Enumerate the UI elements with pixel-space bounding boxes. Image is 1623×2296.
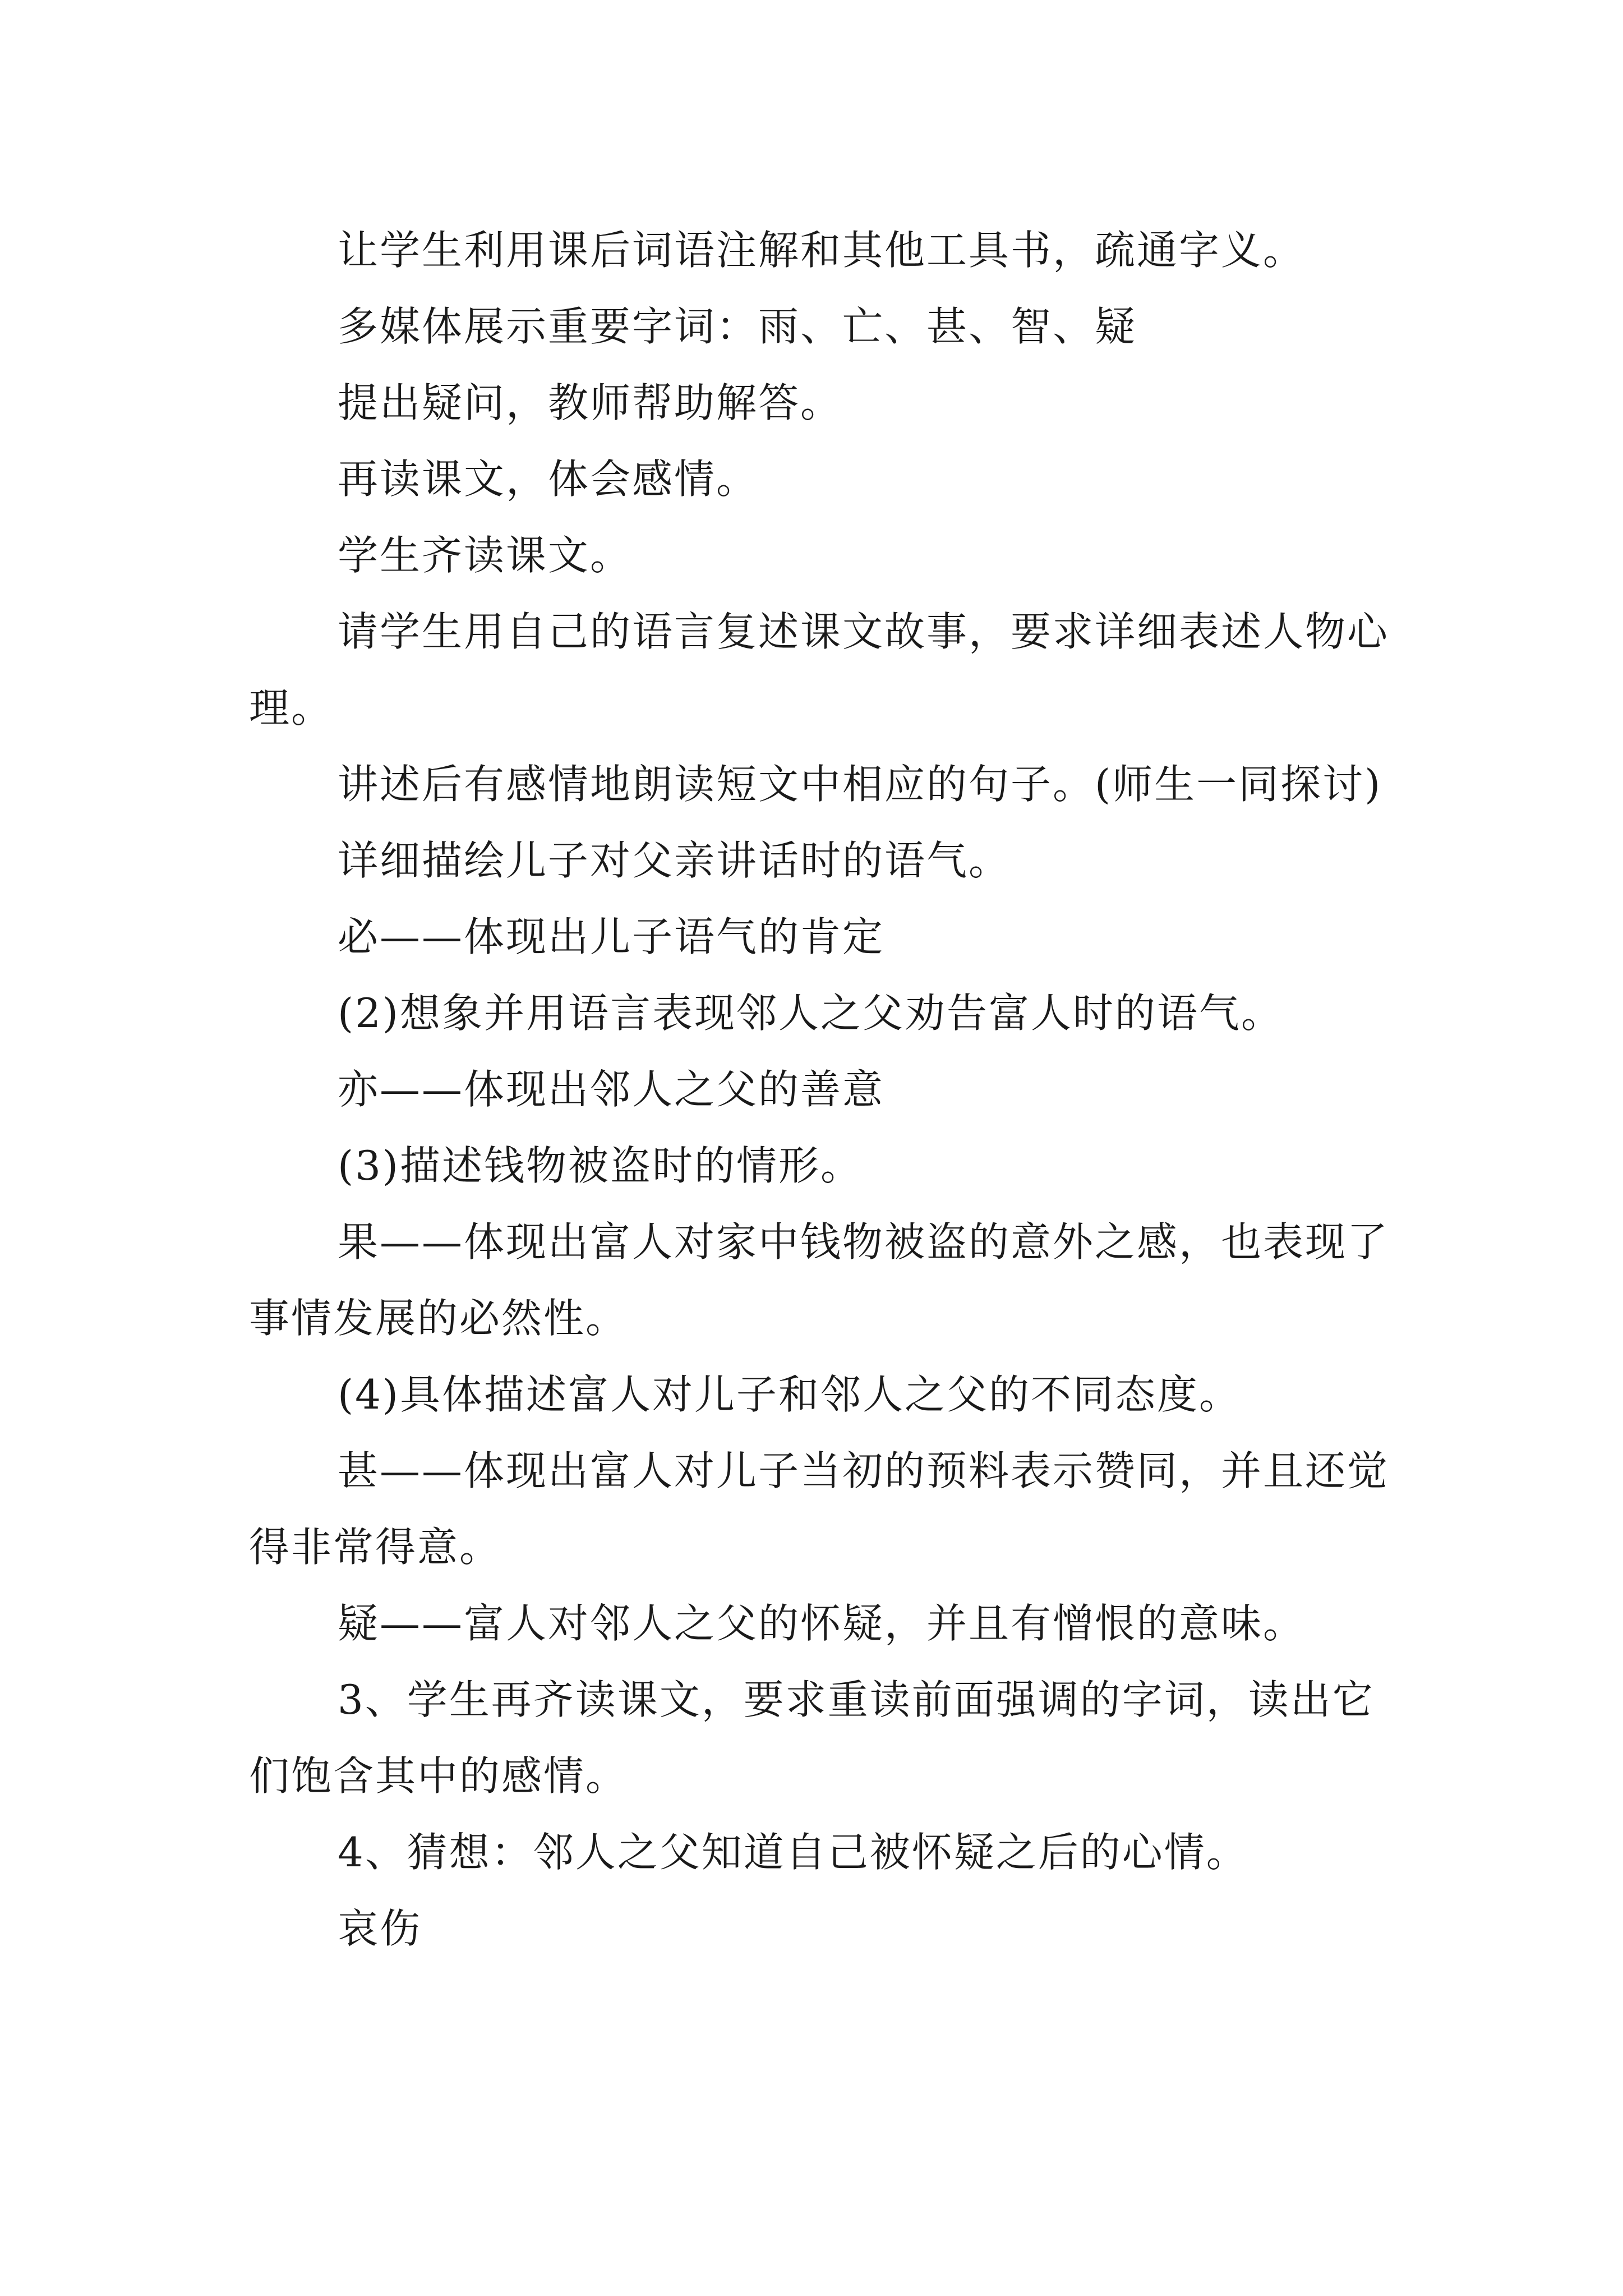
paragraph-5: 学生齐读课文。 <box>338 532 633 579</box>
paragraph-10: (2)想象并用语言表现邻人之父劝告富人时的语气。 <box>338 990 1283 1037</box>
paragraph-19: 哀伤 <box>338 1905 422 1952</box>
paragraph-7: 讲述后有感情地朗读短文中相应的句子。(师生一同探讨) <box>338 761 1382 808</box>
paragraph-6: 请学生用自己的语言复述课文故事，要求详细表述人物心理。 <box>249 608 1390 731</box>
document-body <box>249 212 1390 1967</box>
paragraph-9: 必——体现出儿子语气的肯定 <box>338 913 885 960</box>
paragraph-18: 4、猜想：邻人之父知道自己被怀疑之后的心情。 <box>338 1829 1248 1876</box>
paragraph-2: 多媒体展示重要字词：雨、亡、甚、智、疑 <box>338 303 1137 350</box>
paragraph-1: 让学生利用课后词语注解和其他工具书，疏通字义。 <box>338 227 1306 274</box>
paragraph-13: 果——体现出富人对家中钱物被盗的意外之感，也表现了事情发展的必然性。 <box>249 1218 1390 1342</box>
paragraph-8: 详细描绘儿子对父亲讲话时的语气。 <box>338 837 1011 884</box>
paragraph-12: (3)描述钱物被盗时的情形。 <box>338 1142 863 1189</box>
paragraph-11: 亦——体现出邻人之父的善意 <box>338 1066 885 1113</box>
paragraph-4: 再读课文，体会感情。 <box>338 455 759 503</box>
paragraph-15: 甚——体现出富人对儿子当初的预料表示赞同，并且还觉得非常得意。 <box>249 1447 1390 1571</box>
paragraph-3: 提出疑问，教师帮助解答。 <box>338 379 843 426</box>
paragraph-17: 3、学生再齐读课文，要求重读前面强调的字词，读出它们饱含其中的感情。 <box>249 1676 1375 1800</box>
paragraph-14: (4)具体描述富人对儿子和邻人之父的不同态度。 <box>338 1371 1241 1418</box>
paragraph-16: 疑——富人对邻人之父的怀疑，并且有憎恨的意味。 <box>338 1600 1306 1647</box>
